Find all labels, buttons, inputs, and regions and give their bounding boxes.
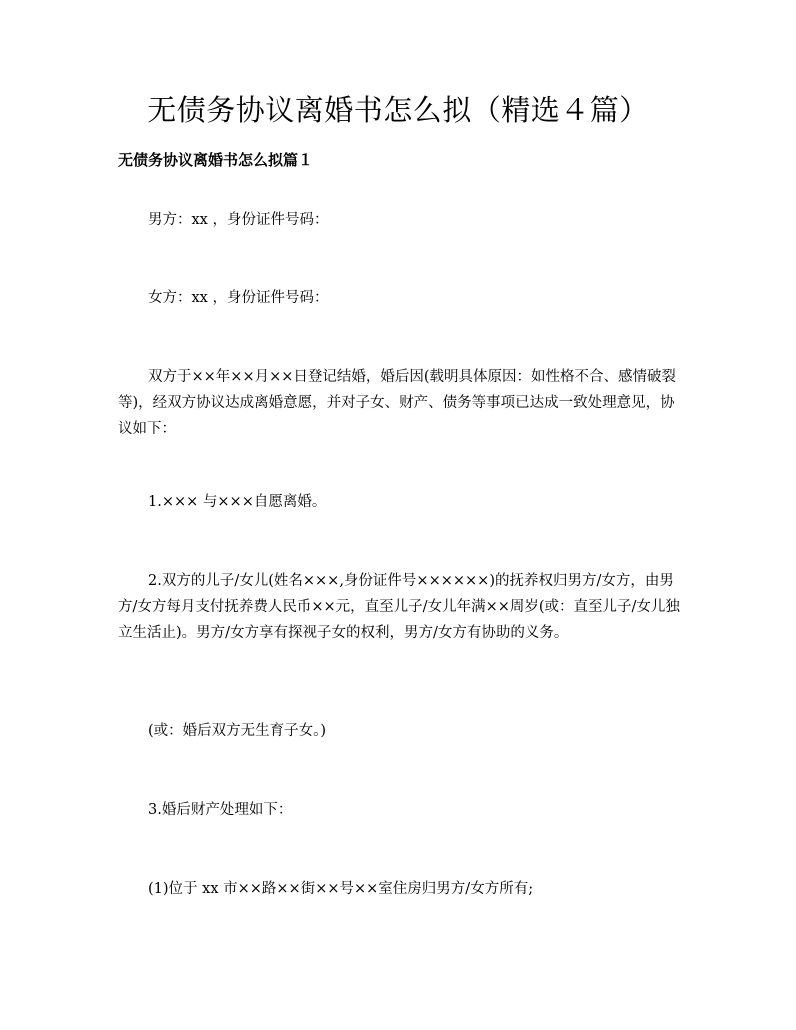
paragraph-clause-2-custody: 2.双方的儿子/女儿(姓名×××,身份证件号××××××)的抚养权归男方/女方，由男方/女方每月支付抚养费人民币××元，直至儿子/女儿年满××周岁(或：直至儿子/女儿独立生活止)。男方/女方享有探视子女的权利，男方/女方有协助的义务。 <box>118 573 680 641</box>
document-title: 无债务协议离婚书怎么拟（精选４篇） <box>147 93 649 127</box>
paragraph-husband: 男方：xx ，身份证件号码： <box>148 212 329 228</box>
paragraph-marriage-background: 双方于××年××月××日登记结婚，婚后因(载明具体原因：如性格不合、感情破裂等)，经双方协议达成离婚意愿，并对子女、财产、债务等事项已达成一致处理意见，协议如下： <box>118 369 677 437</box>
section-heading: 无债务协议离婚书怎么拟篇１ <box>118 151 314 169</box>
paragraph-clause-1: 1.××× 与×××自愿离婚。 <box>148 494 327 510</box>
paragraph-property-item-1: (1)位于 xx 市××路××街××号××室住房归男方/女方所有; <box>148 881 534 897</box>
paragraph-wife: 女方：xx ，身份证件号码： <box>148 290 329 306</box>
paragraph-clause-3-property: 3.婚后财产处理如下： <box>148 802 293 818</box>
paragraph-no-children-alt: (或：婚后双方无生育子女。) <box>148 723 327 739</box>
